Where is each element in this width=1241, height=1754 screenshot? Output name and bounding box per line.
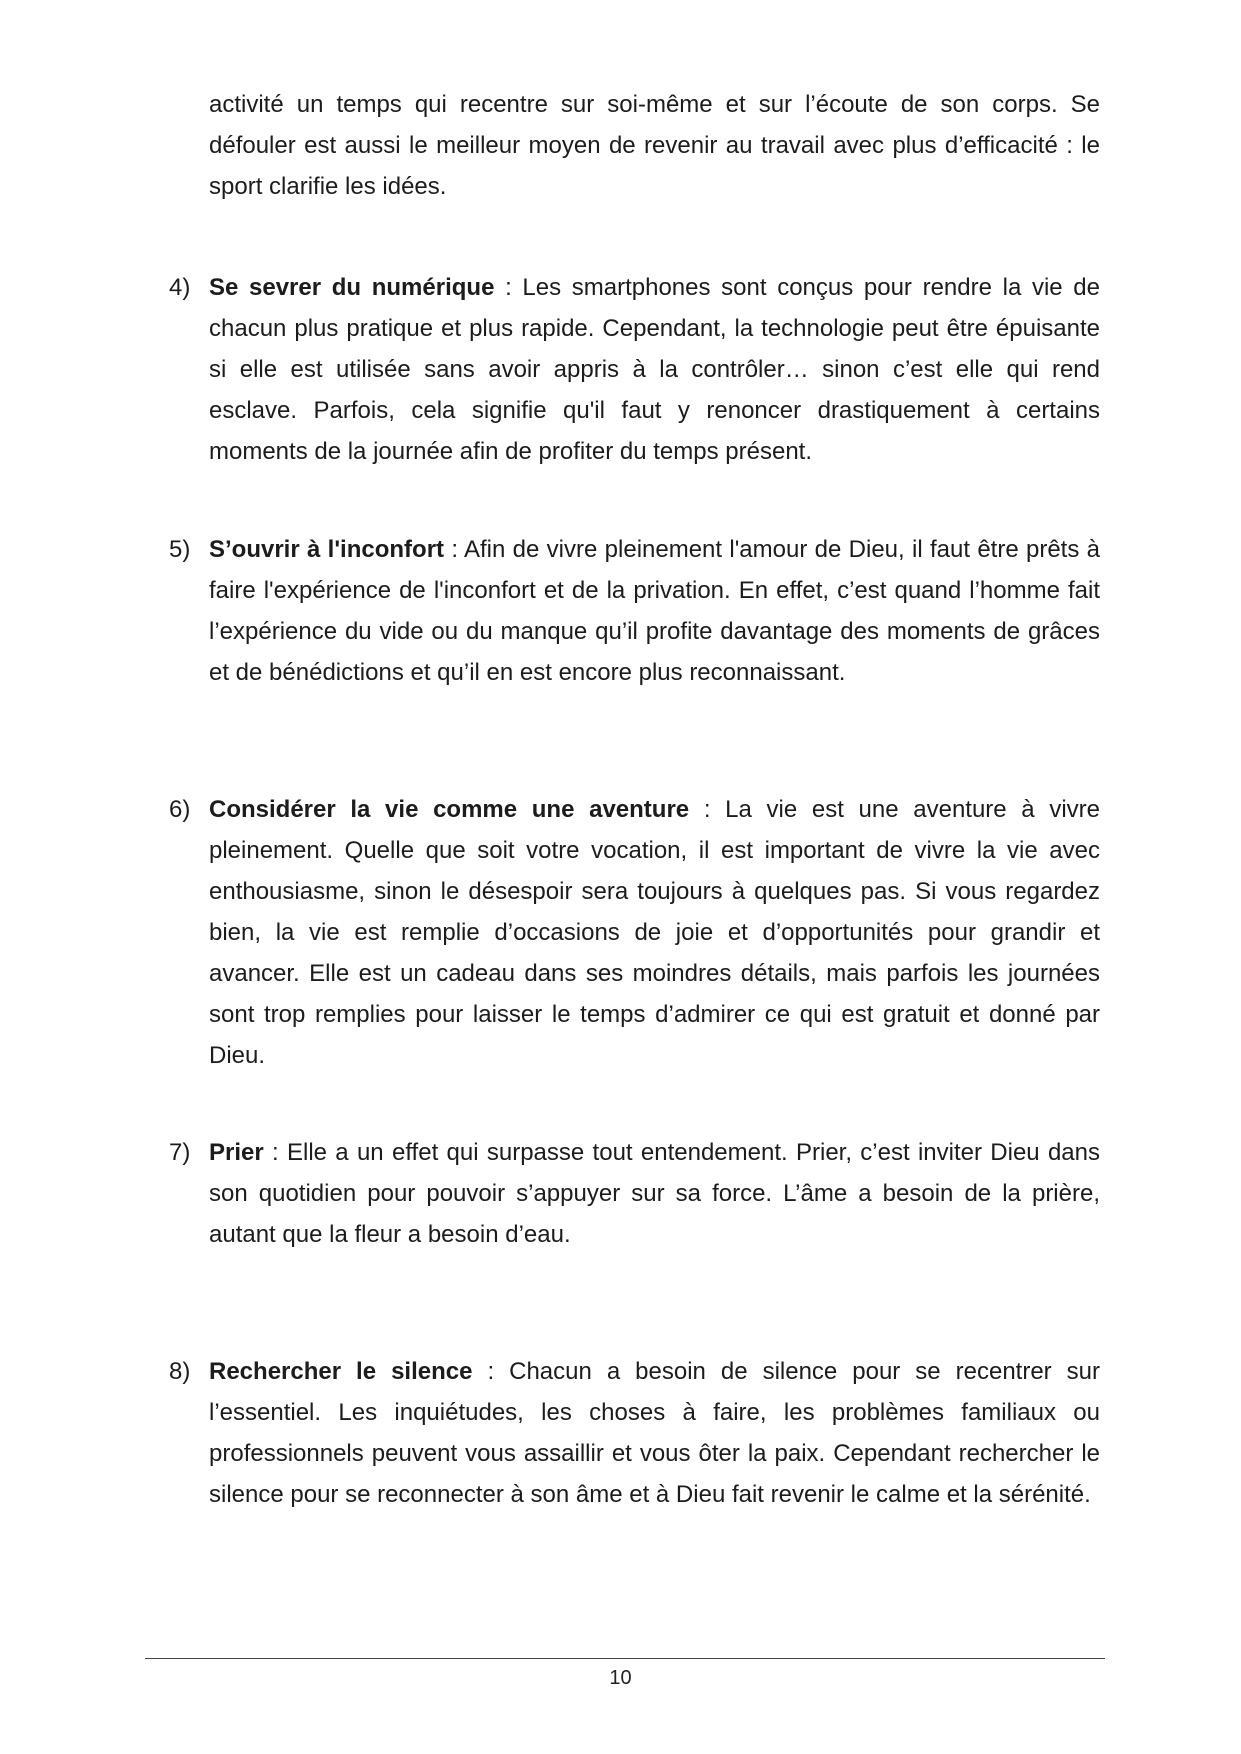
list-item-term: Prier [209, 1139, 264, 1166]
page-number: 10 [609, 1667, 632, 1689]
list-item-text: : Elle a un effet qui surpasse tout entendement. Prier, c’est inviter Dieu dans son quotidien pour pouvoir s’appuyer sur sa force. L’âme a besoin de la prière, autant que la fleur a besoin d’eau. [209, 1139, 1100, 1248]
list-item-term: S’ouvrir à l'inconfort [209, 536, 445, 563]
list-item-number: 6) [169, 796, 191, 823]
list-item-text: : Chacun a besoin de silence pour se recentrer sur l’essentiel. Les inquiétudes, les choses à faire, les problèmes familiaux ou professionnels peuvent vous assaillir et vous ôter la paix. Cependant rechercher le silence pour se reconnecter à son âme et à Dieu fait revenir le calme et la sérénité. [209, 1358, 1100, 1508]
list-item-body [209, 529, 1100, 693]
footer-divider [145, 1658, 1105, 1659]
list-item-term: Considérer la vie comme une aventure [209, 796, 690, 823]
list-item-text: : La vie est une aventure à vivre pleinement. Quelle que soit votre vocation, il est important de vivre la vie avec enthousiasme, sinon le désespoir sera toujours à quelques pas. Si vous regardez bien, la vie est remplie d’occasions de joie et d’opportunités pour grandir et avancer. Elle est un cadeau dans ses moindres détails, mais parfois les journées sont trop remplies pour laisser le temps d’admirer ce qui est gratuit et donné par Dieu. [209, 796, 1100, 1069]
list-item-body [209, 1132, 1100, 1255]
list-item-body [209, 789, 1100, 1076]
list-item-5 [169, 529, 1100, 693]
list-item-6 [169, 789, 1100, 1076]
intro-continuation-paragraph: activité un temps qui recentre sur soi-même et sur l’écoute de son corps. Se défouler est aussi le meilleur moyen de revenir au travail avec plus d’efficacité : le sport clarifie les idées. [209, 91, 1100, 200]
list-item-8 [169, 1351, 1100, 1515]
list-item-number: 4) [169, 274, 191, 301]
list-item-7 [169, 1132, 1100, 1255]
list-item-number: 5) [169, 536, 191, 563]
list-item-body [209, 1351, 1100, 1515]
list-item-term: Rechercher le silence [209, 1358, 473, 1385]
list-item-number: 7) [169, 1139, 191, 1166]
list-item-text: : Les smartphones sont conçus pour rendre la vie de chacun plus pratique et plus rapide. Cependant, la technologie peut être épuisante si elle est utilisée sans avoir appris à la contrôler… sinon c’est elle qui rend esclave. Parfois, cela signifie qu'il faut y renoncer drastiquement à certains moments de la journée afin de profiter du temps présent. [209, 274, 1101, 465]
list-item-term: Se sevrer du numérique [209, 274, 495, 301]
list-item-body [209, 267, 1100, 472]
list-item-number: 8) [169, 1358, 191, 1385]
list-item-text: : Afin de vivre pleinement l'amour de Dieu, il faut être prêts à faire l'expérience de l'inconfort et de la privation. En effet, c’est quand l’homme fait l’expérience du vide ou du manque qu’il profite davantage des moments de grâces et de bénédictions et qu’il en est encore plus reconnaissant. [209, 536, 1101, 686]
list-item-4 [169, 267, 1100, 472]
